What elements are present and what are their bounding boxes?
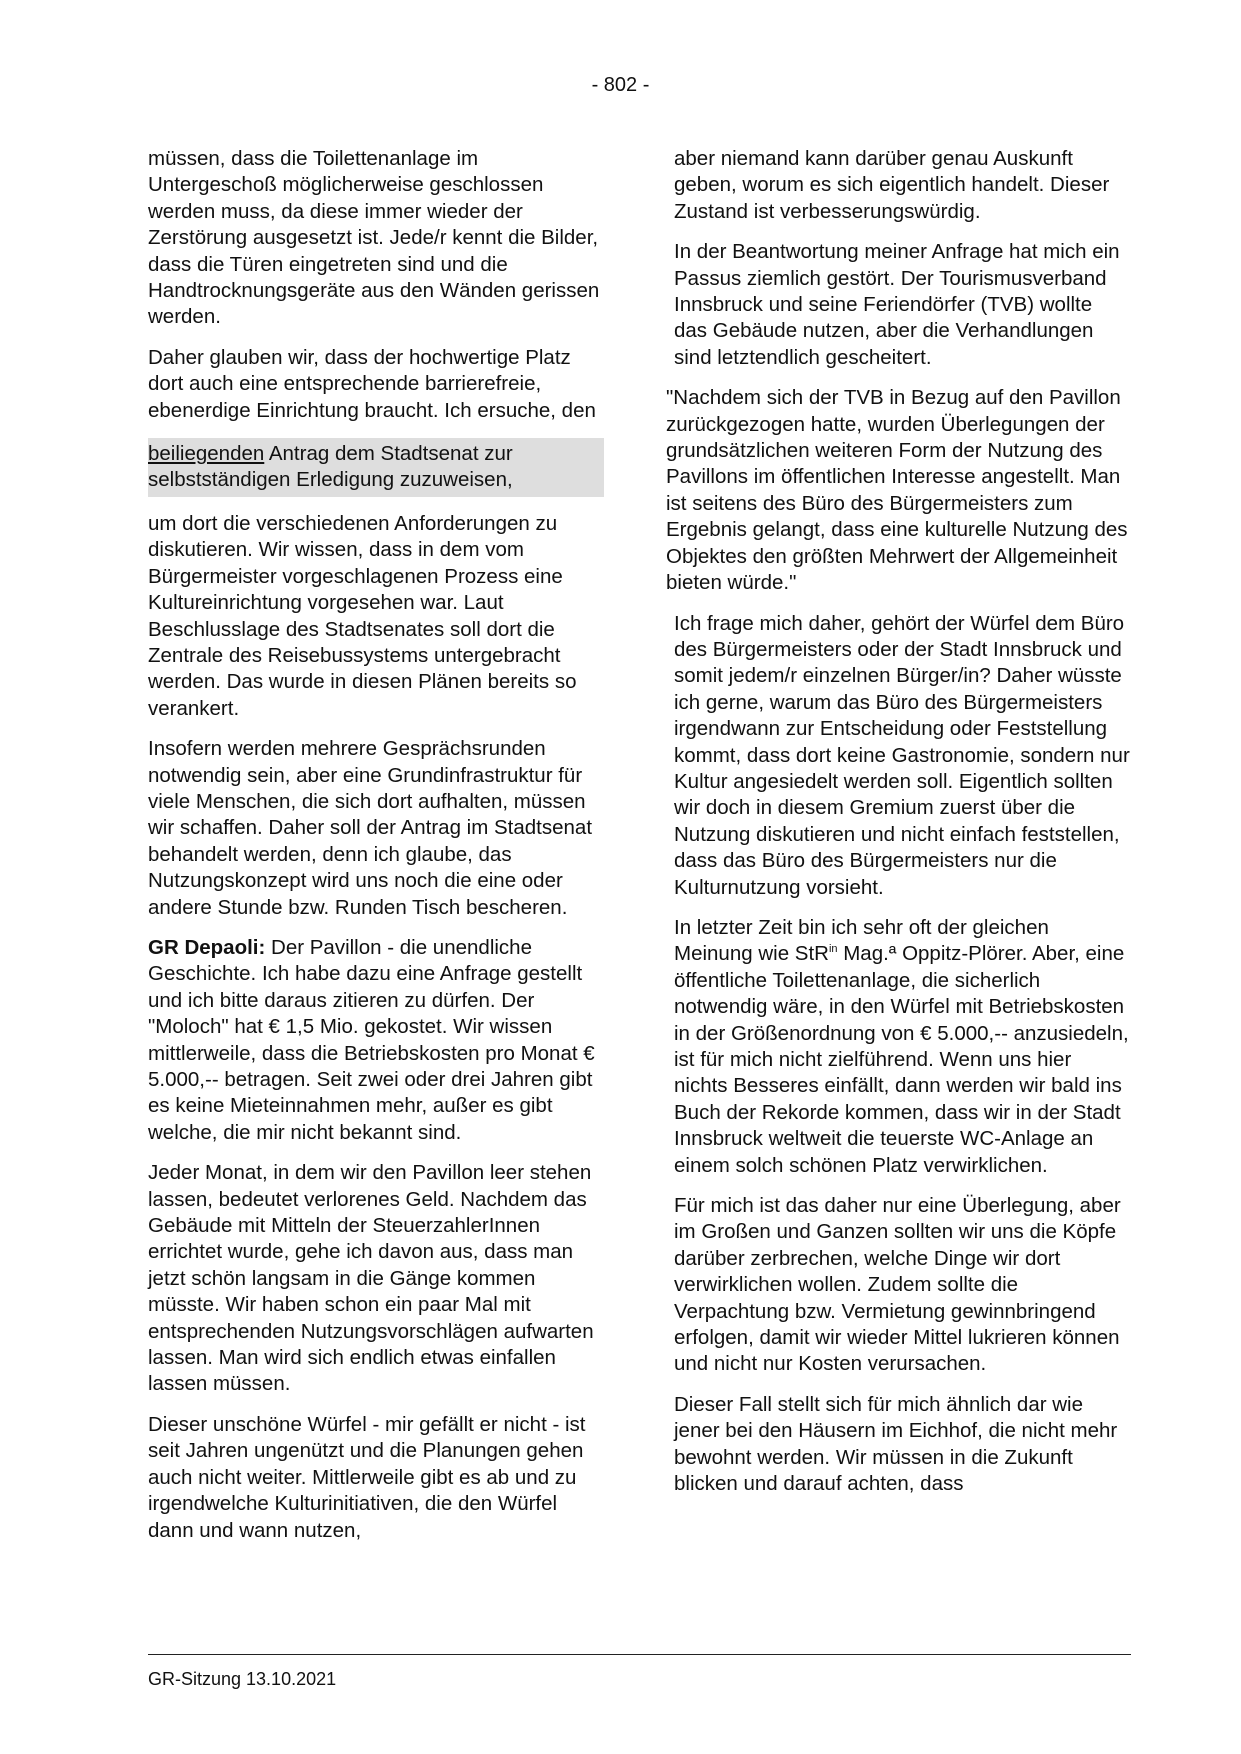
right-column [666,146,1130,1512]
footer-divider [148,1654,1131,1655]
paragraph: Für mich ist das daher nur eine Überlegung, aber im Großen und Ganzen sollten wir uns die Köpfe darüber zerbrechen, welche Dinge wir dort verwirklichen wollen. Zudem sollte die Verpachtung bzw. Vermietung gewinnbringend erfolgen, damit wir wieder Mittel lukrieren können und nicht nur Kosten verursachen. [674,1194,1121,1376]
footer-session-date: GR-Sitzung 13.10.2021 [148,1669,337,1689]
paragraph: müssen, dass die Toilettenanlage im Untergeschoß möglicherweise geschlossen werden muss, da diese immer wieder der Zerstörung ausgesetzt ist. Jede/r kennt die Bilder, dass die Türen eingetreten sind und die Handtrocknungsgeräte aus den Wänden gerissen werden. [148,147,600,329]
paragraph: Jeder Monat, in dem wir den Pavillon leer stehen lassen, bedeutet verlorenes Geld. Nachdem das Gebäude mit Mitteln der SteuerzahlerInnen errichtet wurde, gehe ich davon aus, dass man jetzt schön langsam in die Gänge kommen müsste. Wir haben schon ein paar Mal mit entsprechenden Nutzungsvorschlägen aufwarten lassen. Man wird sich endlich etwas einfallen lassen müssen. [148,1161,594,1396]
paragraph: Ich frage mich daher, gehört der Würfel dem Büro des Bürgermeisters oder der Stadt Innsbruck und somit jedem/r einzelnen Bürger/in? Daher wüsste ich gerne, warum das Büro des Bürgermeisters irgendwann zur Entscheidung oder Feststellung kommt, dass dort keine Gastronomie, sondern nur Kultur angesiedelt werden soll. Eigentlich sollten wir doch in diesem Gremium zuerst über die Nutzung diskutieren und nicht einfach feststellen, dass das Büro des Bürgermeisters nur die Kulturnutzung vorsieht. [674,611,1130,899]
paragraph-text: In letzter Zeit bin ich sehr oft der gleichen Meinung wie StR [674,915,1049,966]
left-column [148,146,604,1558]
paragraph: Daher glauben wir, dass der hochwertige Platz dort auch eine entsprechende barrierefreie, ebenerdige Einrichtung braucht. Ich ersuche, den [148,345,596,422]
speaker-paragraph [148,935,604,1146]
motion-highlight-box [148,438,604,497]
paragraph-text: Mag.ª Oppitz-Plörer. Aber, eine öffentliche Toilettenanlage, die sicherlich notwendig wäre, in den Würfel mit Betriebskosten in der Größenordnung von € 5.000,-- anzusiedeln, ist für mich nicht zielführend. Wenn uns hier nichts Besseres einfällt, dann werden wir bald ins Buch der Rekorde kommen, dass wir in der Stadt Innsbruck weltweit die teuerste WC-Anlage an einem solch schönen Platz verwirklichen. [674,942,1129,1177]
page-number: - 802 - [591,74,650,96]
paragraph: Insofern werden mehrere Gesprächsrunden notwendig sein, aber eine Grundinfrastruktur für viele Menschen, die sich dort aufhalten, müssen wir schaffen. Daher soll der Antrag im Stadtsenat behandelt werden, denn ich glaube, das Nutzungskonzept wird uns noch die eine oder andere Stunde bzw. Runden Tisch bescheren. [148,737,593,919]
paragraph [674,915,1130,1179]
underlined-word: beiliegenden [148,442,265,466]
motion-text: Antrag dem Stadtsenat zur selbstständigen Erledigung zuzuweisen, [148,442,513,492]
paragraph: um dort die verschiedenen Anforderungen zu diskutieren. Wir wissen, dass in dem vom Bürgermeister vorgeschlagenen Prozess eine Kultureinrichtung vorgesehen war. Laut Beschlusslage des Stadtsenates soll dort die Zentrale des Reisebussystems untergebracht werden. Das wurde in diesen Plänen bereits so verankert. [148,511,577,720]
superscript: in [828,943,838,956]
paragraph: In der Beantwortung meiner Anfrage hat mich ein Passus ziemlich gestört. Der Tourismusverband Innsbruck und seine Feriendörfer (TVB) wollte das Gebäude nutzen, aber die Verhandlungen sind letztendlich gescheitert. [674,240,1120,369]
paragraph: Dieser Fall stellt sich für mich ähnlich dar wie jener bei den Häusern im Eichhof, die nicht mehr bewohnt werden. Wir müssen in die Zukunft blicken und darauf achten, dass [674,1392,1118,1496]
speaker-text: Der Pavillon - die unendliche Geschichte. Ich habe dazu eine Anfrage gestellt und ich bitte daraus zitieren zu dürfen. Der "Moloch" hat € 1,5 Mio. gekostet. Wir wissen mittlerweile, dass die Betriebskosten pro Monat € 5.000,-- betragen. Seit zwei oder drei Jahren gibt es keine Mieteinnahmen mehr, außer es gibt welche, die mir nicht bekannt sind. [148,935,595,1144]
quote-paragraph: "Nachdem sich der TVB in Bezug auf den Pavillon zurückgezogen hatte, wurden Überlegungen der grundsätzlichen weiteren Form der Nutzung des Pavillons im öffentlichen Interesse angestellt. Man ist seitens des Büro des Bürgermeisters zum Ergebnis gelangt, dass eine kulturelle Nutzung des Objektes den größten Mehrwert der Allgemeinheit bieten würde." [666,386,1128,595]
speaker-name: GR Depaoli: [148,935,266,959]
paragraph: aber niemand kann darüber genau Auskunft geben, worum es sich eigentlich handelt. Dieser Zustand ist verbesserungswürdig. [674,147,1110,223]
paragraph: Dieser unschöne Würfel - mir gefällt er nicht - ist seit Jahren ungenützt und die Planungen gehen auch nicht weiter. Mittlerweile gibt es ab und zu irgendwelche Kulturinitiativen, die den Würfel dann und wann nutzen, [148,1412,586,1542]
